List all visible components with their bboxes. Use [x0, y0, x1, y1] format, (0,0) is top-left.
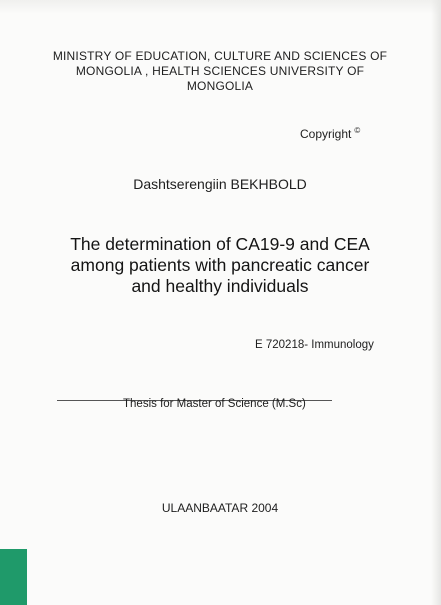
place-and-year: ULAANBAATAR 2004	[161, 501, 279, 515]
ministry-line-2: MONGOLIA , HEALTH SCIENCES UNIVERSITY OF	[75, 64, 365, 78]
copyright-notice	[300, 126, 360, 141]
thesis-title	[50, 234, 390, 297]
copyright-label: Copyright	[300, 127, 352, 141]
copyright-symbol: ©	[354, 126, 361, 135]
ministry-line-3: MONGOLIA	[186, 79, 254, 93]
green-corner-tab	[0, 549, 27, 605]
scan-shadow-right	[431, 0, 441, 605]
author-name: Dashtserengiin BEKHBOLD	[133, 176, 307, 192]
specialty-code: E 720218- Immunology	[255, 339, 374, 351]
title-line-2: among patients with pancreatic cancer	[70, 255, 370, 275]
scan-shadow-top	[0, 0, 441, 14]
title-line-3: and healthy individuals	[131, 276, 309, 296]
thesis-type: Thesis for Master of Science (M.Sc)	[123, 398, 306, 410]
title-line-1: The determination of CA19-9 and CEA	[70, 234, 370, 254]
ministry-heading	[40, 49, 400, 94]
ministry-line-1: MINISTRY OF EDUCATION, CULTURE AND SCIENCES OF	[52, 49, 388, 63]
